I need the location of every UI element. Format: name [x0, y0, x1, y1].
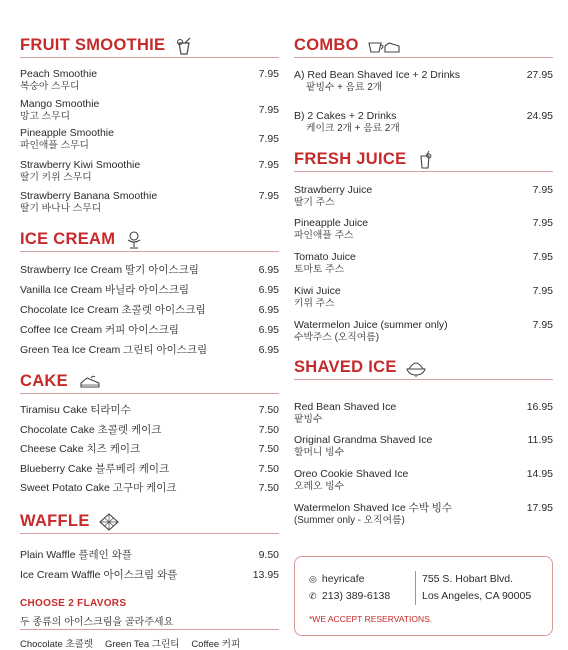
instagram-row[interactable]: [309, 571, 390, 588]
item-price: 7.95: [532, 251, 553, 263]
item-name: Chocolate Cake 초콜렛 케이크: [20, 424, 162, 436]
menu-item: [294, 184, 553, 209]
menu-item: [294, 217, 553, 242]
item-price: 7.50: [258, 404, 279, 416]
choose-flavors-subtitle: 두 종류의 아이스크림을 골라주세요: [20, 617, 174, 628]
item-name: Strawberry Banana Smoothie: [20, 190, 158, 202]
item-price: 7.50: [258, 424, 279, 436]
item-price: 7.95: [532, 184, 553, 196]
item-price: 14.95: [526, 468, 553, 480]
address-line1: 755 S. Hobart Blvd.: [422, 573, 514, 585]
menu-item: [294, 69, 553, 94]
smoothie-cup-icon: [173, 37, 195, 55]
item-name: Plain Waffle 플레인 와플: [20, 549, 132, 561]
item-name: Pineapple Smoothie: [20, 127, 114, 139]
item-korean: 수박주스 (오직여름): [294, 331, 379, 343]
item-name: Coffee Ice Cream 커피 아이스크림: [20, 324, 179, 336]
fruit-smoothie-title: FRUIT SMOOTHIE: [20, 36, 166, 54]
item-price: 11.95: [527, 434, 553, 446]
item-name: Watermelon Shaved Ice 수박 빙수: [294, 502, 453, 514]
item-price: 7.95: [258, 104, 279, 116]
choose-flavors-title: CHOOSE 2 FLAVORS: [20, 598, 127, 609]
contact-left: [309, 571, 390, 605]
item-korean: 오레오 빙수: [294, 480, 345, 492]
waffle-header: [20, 512, 279, 534]
item-name: Red Bean Shaved Ice: [294, 401, 397, 413]
item-name: Vanilla Ice Cream 바닐라 아이스크림: [20, 284, 190, 296]
phone-number: 213) 389-6138: [321, 590, 391, 602]
menu-item: [20, 190, 279, 215]
item-name: A) Red Bean Shaved Ice + 2 Drinks: [294, 69, 461, 81]
menu-item: [20, 344, 279, 357]
item-korean: 파인애플 스무디: [20, 139, 89, 151]
item-name: Kiwi Juice: [294, 285, 341, 297]
ice-cream-header: [20, 230, 279, 252]
item-name: Pineapple Juice: [294, 217, 369, 229]
item-korean: 할머니 빙수: [294, 446, 345, 458]
cake-title: CAKE: [20, 372, 68, 390]
menu-item: [20, 98, 279, 123]
menu-item: [20, 284, 279, 297]
item-price: 16.95: [526, 401, 553, 413]
menu-item: [20, 68, 279, 93]
fresh-juice-header: [294, 150, 553, 172]
item-name: Peach Smoothie: [20, 68, 98, 80]
item-korean: 팥빙수: [294, 413, 323, 425]
item-price: 7.95: [258, 159, 279, 171]
menu-item: [294, 319, 553, 344]
item-name: Strawberry Ice Cream 딸기 아이스크림: [20, 264, 199, 276]
menu-item: [294, 251, 553, 276]
item-price: 7.50: [258, 463, 279, 475]
item-korean: 망고 스무디: [20, 110, 71, 122]
cake-slice-icon: [76, 373, 104, 391]
fresh-juice-title: FRESH JUICE: [294, 150, 407, 168]
item-korean: 복숭아 스무디: [20, 80, 80, 92]
item-price: 9.50: [258, 549, 279, 561]
menu-item: [294, 434, 553, 459]
item-price: 6.95: [258, 304, 279, 316]
item-name: Sweet Potato Cake 고구마 케이크: [20, 482, 177, 494]
item-name: Chocolate Ice Cream 초콜렛 아이스크림: [20, 304, 206, 316]
combo-header: [294, 36, 553, 58]
flavor-item: Coffee 커피: [191, 639, 241, 650]
menu-item: [20, 424, 279, 437]
item-name: Tomato Juice: [294, 251, 356, 263]
flavor-item: Green Tea 그린티: [104, 639, 180, 650]
menu-item: [294, 401, 553, 426]
item-name: Strawberry Kiwi Smoothie: [20, 159, 141, 171]
item-price: 27.95: [526, 69, 553, 81]
item-price: 6.95: [258, 264, 279, 276]
combo-title: COMBO: [294, 36, 359, 54]
item-price: 6.95: [258, 324, 279, 336]
item-price: 7.95: [258, 190, 279, 202]
item-name: Cheese Cake 치즈 케이크: [20, 443, 141, 455]
item-name: Original Grandma Shaved Ice: [294, 434, 433, 446]
item-korean: 키위 주스: [294, 297, 335, 309]
item-korean: 딸기 주스: [294, 196, 335, 208]
ice-cream-sundae-icon: [123, 231, 145, 249]
menu-item: [294, 502, 553, 527]
phone-row[interactable]: [309, 588, 390, 605]
item-price: 7.95: [258, 133, 279, 145]
item-korean: 파인애플 주스: [294, 229, 354, 241]
shaved-ice-bowl-icon: [405, 359, 427, 377]
menu-item: [20, 324, 279, 337]
menu-item: [20, 264, 279, 277]
menu-item: [20, 569, 279, 582]
item-price: 13.95: [252, 569, 279, 581]
menu-item: [20, 304, 279, 317]
item-price: 7.95: [532, 217, 553, 229]
menu-item: [20, 549, 279, 562]
item-price: 7.50: [258, 443, 279, 455]
juice-glass-icon: [414, 151, 436, 169]
menu-item: [20, 463, 279, 476]
item-korean: 팥빙수 + 음료 2개: [306, 81, 383, 93]
item-price: 6.95: [258, 284, 279, 296]
item-price: 7.95: [532, 285, 553, 297]
ice-cream-title: ICE CREAM: [20, 230, 116, 248]
address-line2: Los Angeles, CA 90005: [422, 590, 532, 602]
waffle-title: WAFFLE: [20, 512, 90, 530]
item-price: 7.50: [258, 482, 279, 494]
instagram-handle: heyricafe: [321, 573, 365, 585]
item-korean: 딸기 바나나 스무디: [20, 202, 102, 214]
menu-item: [20, 443, 279, 456]
item-price: 7.95: [532, 319, 553, 331]
contact-address: [415, 571, 531, 605]
item-price: 6.95: [258, 344, 279, 356]
cup-and-cake-icon: [367, 37, 401, 55]
flavor-list: [20, 629, 279, 650]
menu-item: [294, 110, 553, 135]
menu-item: [20, 482, 279, 495]
fruit-smoothie-header: [20, 36, 279, 58]
reservation-note: *WE ACCEPT RESERVATIONS.: [309, 614, 433, 624]
phone-icon: ✆: [309, 591, 317, 601]
item-name: Strawberry Juice: [294, 184, 373, 196]
item-price: 17.95: [526, 502, 553, 514]
item-name: B) 2 Cakes + 2 Drinks: [294, 110, 397, 122]
item-price: 7.95: [258, 68, 279, 80]
menu-item: [20, 127, 279, 152]
item-korean: 케이크 2개 + 음료 2개: [306, 122, 400, 134]
menu-item: [294, 468, 553, 493]
contact-info-box: [294, 556, 553, 636]
shaved-ice-title: SHAVED ICE: [294, 358, 397, 376]
item-name: Tiramisu Cake 티라미수: [20, 404, 131, 416]
item-name: Green Tea Ice Cream 그린티 아이스크림: [20, 344, 208, 356]
instagram-icon: ◎: [309, 574, 317, 584]
item-name: Oreo Cookie Shaved Ice: [294, 468, 409, 480]
flavor-item: Chocolate 초콜렛: [20, 639, 93, 650]
cake-header: [20, 372, 279, 394]
item-name: Ice Cream Waffle 아이스크림 와플: [20, 569, 178, 581]
waffle-icon: [98, 513, 120, 531]
item-price: 24.95: [526, 110, 553, 122]
menu-item: [20, 404, 279, 417]
menu-item: [20, 159, 279, 184]
shaved-ice-header: [294, 358, 553, 380]
item-name: Watermelon Juice (summer only): [294, 319, 448, 331]
item-name: Blueberry Cake 블루베리 케이크: [20, 463, 170, 475]
item-korean: 토마토 주스: [294, 263, 345, 275]
item-korean: (Summer only - 오직여름): [294, 514, 405, 526]
item-name: Mango Smoothie: [20, 98, 100, 110]
menu-item: [294, 285, 553, 310]
item-korean: 딸기 키위 스무디: [20, 171, 92, 183]
